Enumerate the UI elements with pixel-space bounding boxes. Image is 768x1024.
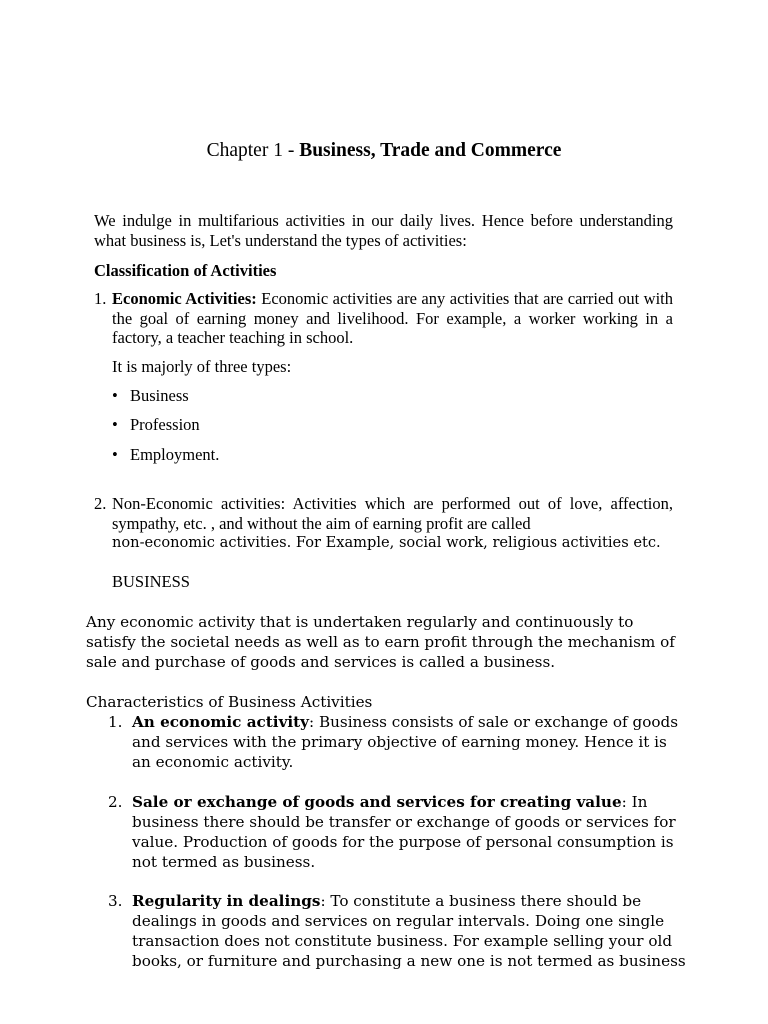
- intro-line-2: understanding what business is, Let's understand the types of activities:: [94, 211, 673, 250]
- economic-bold-label: Economic Activities:: [112, 289, 257, 308]
- business-definition: [86, 612, 686, 672]
- characteristic-bold: Sale or exchange of goods and services for creating value: [132, 793, 622, 811]
- characteristic-line: [132, 712, 688, 732]
- definition-line-2: satisfy the societal needs as well as to earn profit through the mechanism of: [86, 633, 675, 651]
- characteristic-body: [132, 712, 688, 772]
- definition-line-1: Any economic activity that is undertaken regularly and continuously to: [86, 613, 634, 631]
- bullet-text: Employment.: [130, 445, 220, 464]
- characteristic-bold: Regularity in dealings: [132, 892, 321, 910]
- non-economic-activities-item: [94, 494, 673, 553]
- characteristics-heading: Characteristics of Business Activities: [86, 693, 373, 711]
- intro-line-1: We indulge in multifarious activities in our daily lives. Hence before: [94, 211, 573, 230]
- characteristic-line: transaction does not constitute business. For example selling your old: [132, 932, 673, 950]
- bullet-text: Profession: [130, 415, 200, 434]
- bullet-dot: •: [112, 386, 118, 405]
- non-economic-line-3: non-economic activities. For Example, social work, religious activities etc.: [112, 534, 661, 551]
- characteristic-number: 2.: [108, 793, 123, 811]
- intro-paragraph: [94, 211, 673, 251]
- characteristic-line: business there should be transfer or exchange of goods or services for: [132, 813, 676, 831]
- bullet-dot: •: [112, 415, 118, 434]
- economic-activities-item: [94, 289, 673, 348]
- bullet-profession: [112, 415, 200, 435]
- characteristic-line: dealings in goods and services on regular intervals. Doing one single: [132, 912, 665, 930]
- characteristic-item: [108, 712, 688, 772]
- non-economic-text: Non-Economic activities: Activities which are performed out of love, affection, sympathy, etc. , and without the aim of earning profit are called: [112, 494, 673, 533]
- economic-text: Economic activities are any activities that are carried out with the goal of earning money and livelihood. For example, a worker working in a factory, a teacher teaching in school.: [112, 289, 674, 347]
- characteristic-line: books, or furniture and purchasing a new one is not termed as business: [132, 952, 686, 970]
- characteristic-line: [132, 891, 688, 911]
- characteristic-text: : In: [621, 793, 648, 811]
- characteristic-line: and services with the primary objective of earning money. Hence it is: [132, 733, 667, 751]
- bullet-business: [112, 386, 189, 406]
- characteristic-text: : To constitute a business there should be: [320, 892, 642, 910]
- bullet-employment: [112, 445, 219, 465]
- characteristic-item: [108, 891, 688, 971]
- economic-number: 1.: [94, 289, 107, 308]
- characteristic-number: 3.: [108, 892, 123, 910]
- definition-line-3: sale and purchase of goods and services is called a business.: [86, 653, 556, 671]
- chapter-title-bold: Business, Trade and Commerce: [299, 140, 562, 161]
- characteristic-text: : Business consists of sale or exchange of goods: [309, 713, 679, 731]
- non-economic-number: 2.: [94, 494, 107, 513]
- non-economic-body: [112, 494, 673, 533]
- characteristic-line: an economic activity.: [132, 753, 294, 771]
- characteristic-line: [132, 792, 688, 812]
- economic-body: [112, 289, 673, 348]
- characteristic-line: not termed as business.: [132, 853, 316, 871]
- characteristic-item: [108, 792, 688, 872]
- types-intro: It is majorly of three types:: [112, 357, 292, 376]
- characteristic-body: [132, 891, 688, 971]
- characteristic-body: [132, 792, 688, 872]
- bullet-text: Business: [130, 386, 189, 405]
- characteristic-bold: An economic activity: [132, 713, 310, 731]
- chapter-title: [0, 139, 768, 163]
- classification-heading: Classification of Activities: [94, 261, 277, 280]
- characteristic-line: value. Production of goods for the purpose of personal consumption is: [132, 833, 674, 851]
- characteristic-number: 1.: [108, 713, 123, 731]
- bullet-dot: •: [112, 445, 118, 464]
- business-heading: BUSINESS: [112, 572, 190, 591]
- chapter-title-prefix: Chapter 1 -: [206, 140, 300, 161]
